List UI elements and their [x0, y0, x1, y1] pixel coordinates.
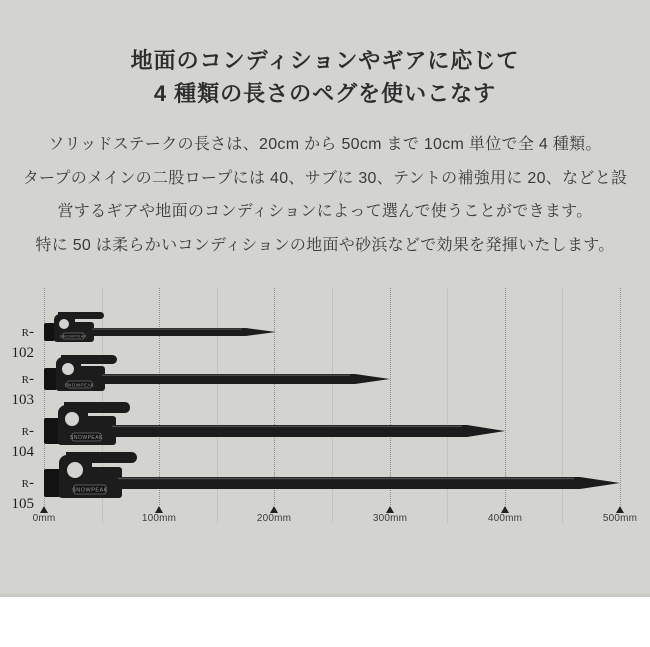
ruler-label-400mm: 400mm: [487, 513, 523, 524]
ruler-label-500mm: 500mm: [602, 513, 638, 524]
ruler-label-100mm: 100mm: [141, 513, 177, 524]
ruler-arrow-100mm: [155, 506, 163, 513]
ruler-label-0mm: 0mm: [32, 513, 56, 524]
ruler-label-300mm: 300mm: [372, 513, 408, 524]
peg-label-r-105: R-105: [11, 475, 34, 512]
page-title-line1: 地面のコンディションやギアに応じて: [130, 48, 520, 73]
peg-emboss-text: SNOWPEAK: [64, 382, 95, 388]
peg-illustration-r-104: [36, 399, 515, 451]
description-line: タープのメインの二股ロープには 40、サブに 30、テントの補強用に 20、などと設: [22, 169, 628, 187]
peg-shaft: [98, 374, 390, 384]
description-line: ソリッドステークの長さは、20cm から 50cm まで 10cm 単位で全 4 種類。: [48, 136, 602, 153]
ruler-arrow-300mm: [386, 506, 394, 513]
peg-shaft: [88, 328, 276, 336]
peg-illustration-r-102: [36, 308, 286, 352]
page-title-line2: 4 種類の長さのペグを使いこなす: [153, 81, 497, 106]
peg-emboss-text: SNOWPEAK: [72, 487, 108, 494]
peg-illustration-r-103: [36, 351, 400, 399]
ruler-arrow-0mm: [40, 506, 48, 513]
peg-head: [44, 312, 104, 342]
peg-illustration-r-105: [36, 449, 630, 505]
ruler-label-200mm: 200mm: [256, 513, 292, 524]
peg-label-r-104: R-104: [11, 423, 34, 460]
peg-shaft: [114, 477, 620, 489]
peg-emboss-text: SNOWPEAK: [70, 435, 103, 441]
ruler-arrow-400mm: [501, 506, 509, 513]
ruler-arrow-500mm: [616, 506, 624, 513]
peg-head: [44, 452, 137, 498]
peg-head: [44, 402, 130, 445]
peg-emboss-text: SNOWPEAK: [59, 333, 88, 339]
peg-shaft: [108, 425, 505, 437]
description-line: 特に 50 は柔らかいコンディションの地面や砂浜などで効果を発揮いたします。: [35, 236, 615, 254]
description-line: 営するギアや地面のコンディションによって選んで使うことができます。: [57, 203, 593, 220]
peg-head: [44, 355, 117, 391]
ruler-arrow-200mm: [270, 506, 278, 513]
peg-label-r-103: R-103: [11, 371, 34, 408]
peg-label-r-102: R-102: [11, 324, 34, 361]
